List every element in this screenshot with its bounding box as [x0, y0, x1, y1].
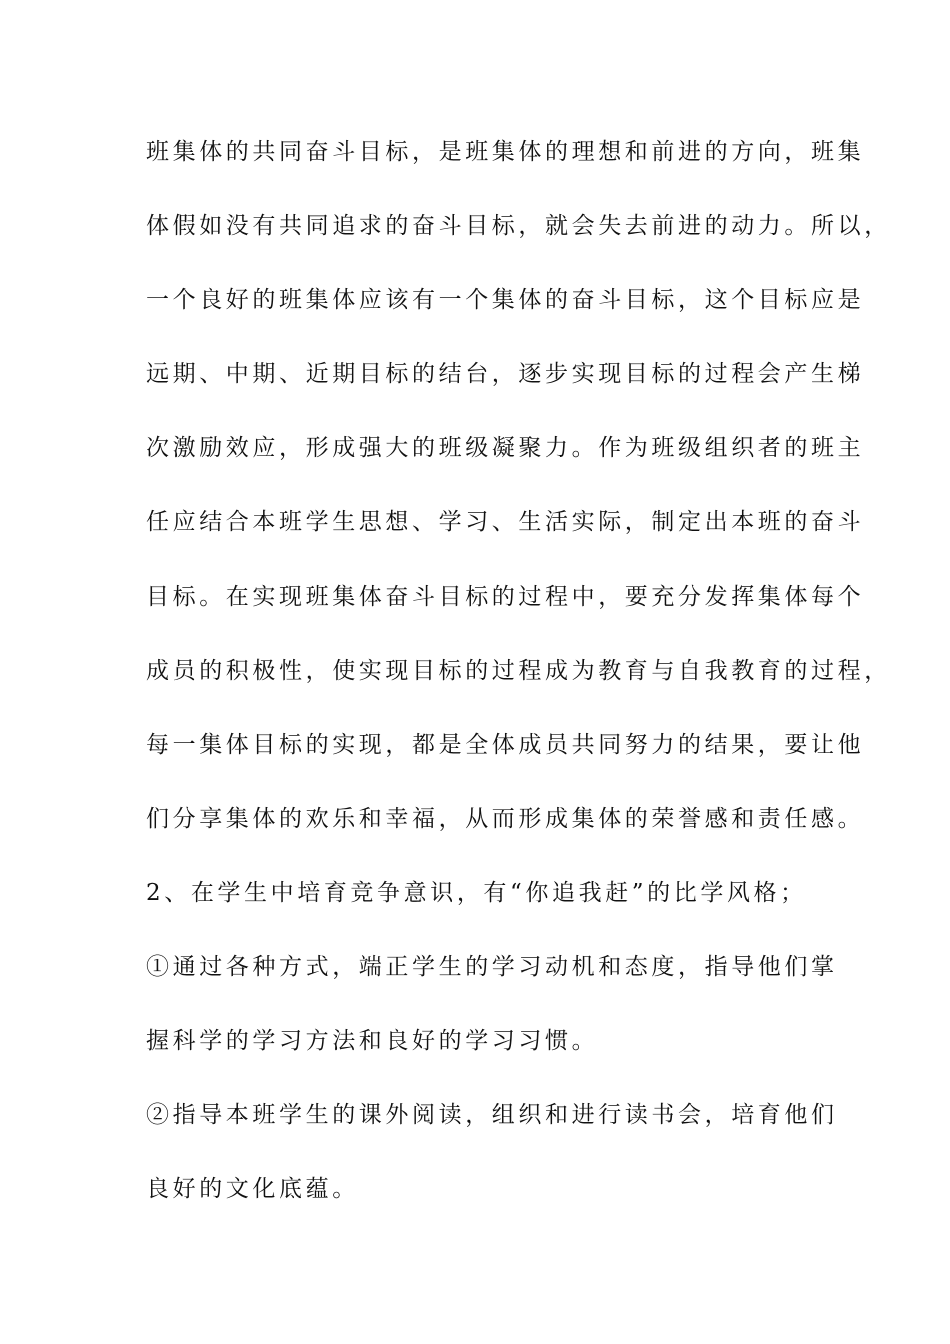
paragraph-line: 目标。在实现班集体奋斗目标的过程中，要充分发挥集体每个 [146, 584, 865, 610]
list-item-line: 握科学的学习方法和良好的学习习惯。 [146, 1028, 599, 1054]
paragraph-line: 体假如没有共同追求的奋斗目标，就会失去前进的动力。所以， [146, 213, 891, 239]
paragraph-line: 次激励效应，形成强大的班级凝聚力。作为班级组织者的班主 [146, 435, 865, 461]
paragraph-line: 班集体的共同奋斗目标，是班集体的理想和前进的方向，班集 [146, 139, 865, 165]
paragraph-line: 远期、中期、近期目标的结台，逐步实现目标的过程会产生梯 [146, 361, 865, 387]
paragraph-line: 一个良好的班集体应该有一个集体的奋斗目标，这个目标应是 [146, 287, 865, 313]
list-item-line: ①通过各种方式，端正学生的学习动机和态度，指导他们掌 [146, 954, 838, 980]
paragraph-line: 每一集体目标的实现，都是全体成员共同努力的结果，要让他 [146, 732, 865, 758]
section-heading-line: 2、在学生中培育竞争意识，有“你追我赶”的比学风格； [146, 880, 807, 906]
paragraph-line: 成员的积极性，使实现目标的过程成为教育与自我教育的过程， [146, 658, 891, 684]
paragraph-line: 任应结合本班学生思想、学习、生活实际，制定出本班的奋斗 [146, 509, 865, 535]
list-item-line: ②指导本班学生的课外阅读，组织和进行读书会，培育他们 [146, 1102, 838, 1128]
paragraph-line: 们分享集体的欢乐和幸福，从而形成集体的荣誉感和责任感。 [146, 806, 865, 832]
list-item-line: 良好的文化底蕴。 [146, 1176, 359, 1202]
